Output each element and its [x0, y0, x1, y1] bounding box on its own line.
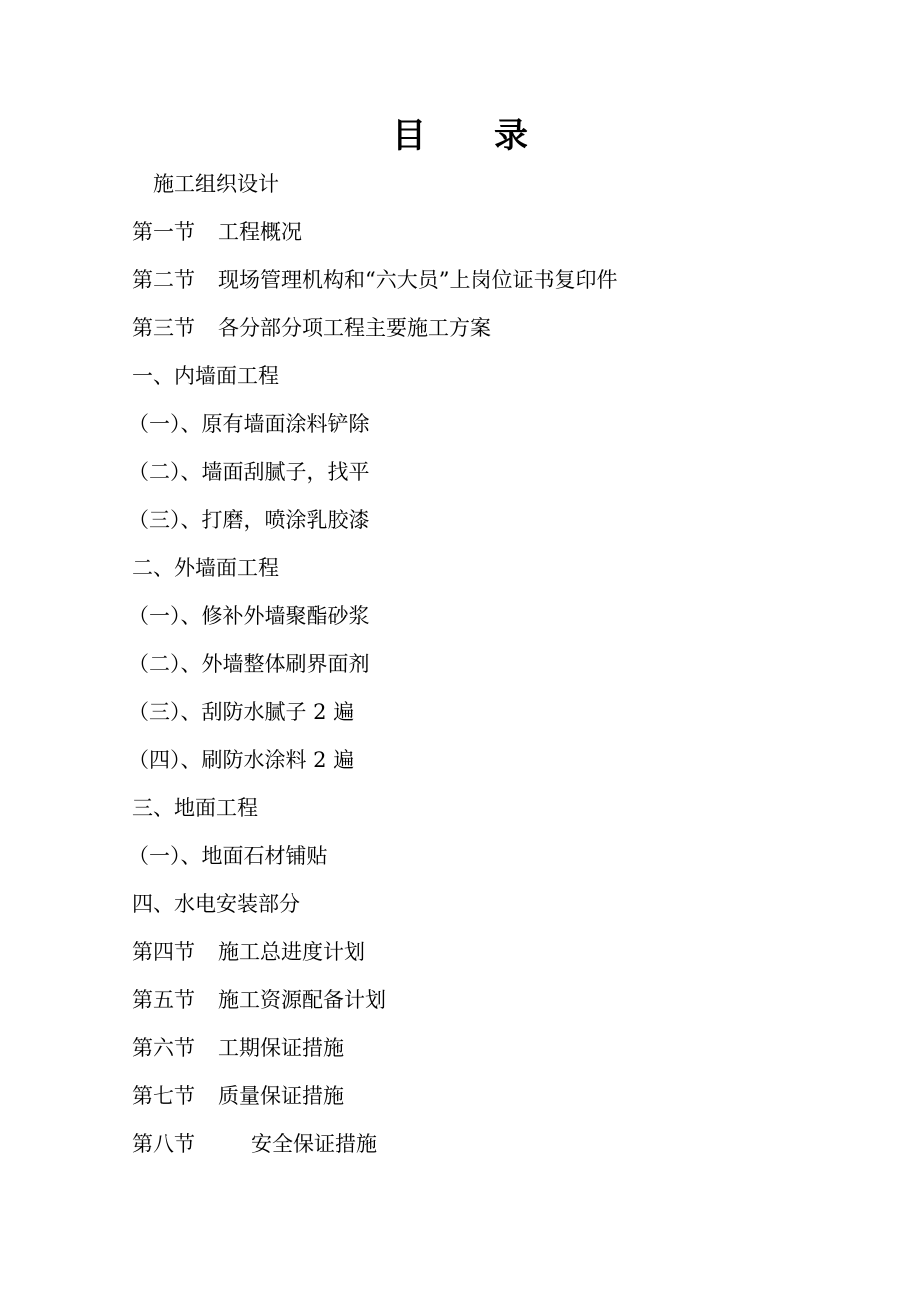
- toc-text: 工程概况: [218, 220, 302, 244]
- toc-entry: [132, 1120, 377, 1168]
- toc-entry: [128, 832, 328, 880]
- toc-text: 工期保证措施: [218, 1036, 344, 1060]
- toc-label: （一）、原有墙面涂料铲除: [128, 412, 370, 436]
- toc-label: 第八节: [132, 1132, 195, 1156]
- toc-label: 三、地面工程: [132, 796, 258, 820]
- toc-entry: [128, 688, 354, 736]
- toc-entry: [132, 880, 300, 928]
- toc-label: （四）、刷防水涂料 2 遍: [128, 748, 355, 772]
- toc-entry: [132, 352, 279, 400]
- toc-label: 第一节: [132, 220, 195, 244]
- page-title: [0, 112, 920, 160]
- toc-label: （二）、外墙整体刷界面剂: [128, 652, 370, 676]
- toc-label: （一）、地面石材铺贴: [128, 844, 328, 868]
- toc-entry: [128, 592, 370, 640]
- toc-text: 安全保证措施: [251, 1132, 377, 1156]
- toc-label: 第五节: [132, 988, 195, 1012]
- toc-label: 一、内墙面工程: [132, 364, 279, 388]
- toc-entry: [128, 640, 370, 688]
- toc-label: （三）、刮防水腻子 2 遍: [128, 700, 355, 724]
- toc-entry: [132, 256, 617, 304]
- toc-label: （三）、打磨，喷涂乳胶漆: [128, 508, 370, 532]
- toc-text: 各分部分项工程主要施工方案: [218, 316, 491, 340]
- toc-text: 质量保证措施: [218, 1084, 344, 1108]
- toc-label: 第四节: [132, 940, 195, 964]
- toc-entry: [128, 736, 354, 784]
- toc-text: 现场管理机构和“六大员”上岗位证书复印件: [218, 268, 618, 292]
- toc-entry: [132, 928, 365, 976]
- toc-text: 施工资源配备计划: [218, 988, 386, 1012]
- toc-label: 四、水电安装部分: [132, 892, 300, 916]
- toc-entry: [128, 400, 370, 448]
- toc-label: 第六节: [132, 1036, 195, 1060]
- toc-label: （二）、墙面刮腻子，找平: [128, 460, 370, 484]
- toc-entry: [132, 976, 386, 1024]
- toc-label: 二、外墙面工程: [132, 556, 279, 580]
- toc-entry: [128, 448, 370, 496]
- toc-entry: [132, 1024, 344, 1072]
- toc-entry: [132, 208, 302, 256]
- toc-text: 施工总进度计划: [218, 940, 365, 964]
- toc-entry: [132, 544, 279, 592]
- toc-label: 第七节: [132, 1084, 195, 1108]
- toc-label: 第二节: [132, 268, 195, 292]
- title-char-1: 目: [392, 116, 426, 156]
- toc-label: 施工组织设计: [153, 172, 279, 196]
- toc-entry: [153, 160, 279, 208]
- title-char-2: 录: [494, 116, 528, 156]
- toc-entry: [132, 304, 491, 352]
- toc-label: 第三节: [132, 316, 195, 340]
- toc-label: （一）、修补外墙聚酯砂浆: [128, 604, 370, 628]
- toc-entry: [132, 1072, 344, 1120]
- toc-entry: [128, 496, 370, 544]
- toc-entry: [132, 784, 258, 832]
